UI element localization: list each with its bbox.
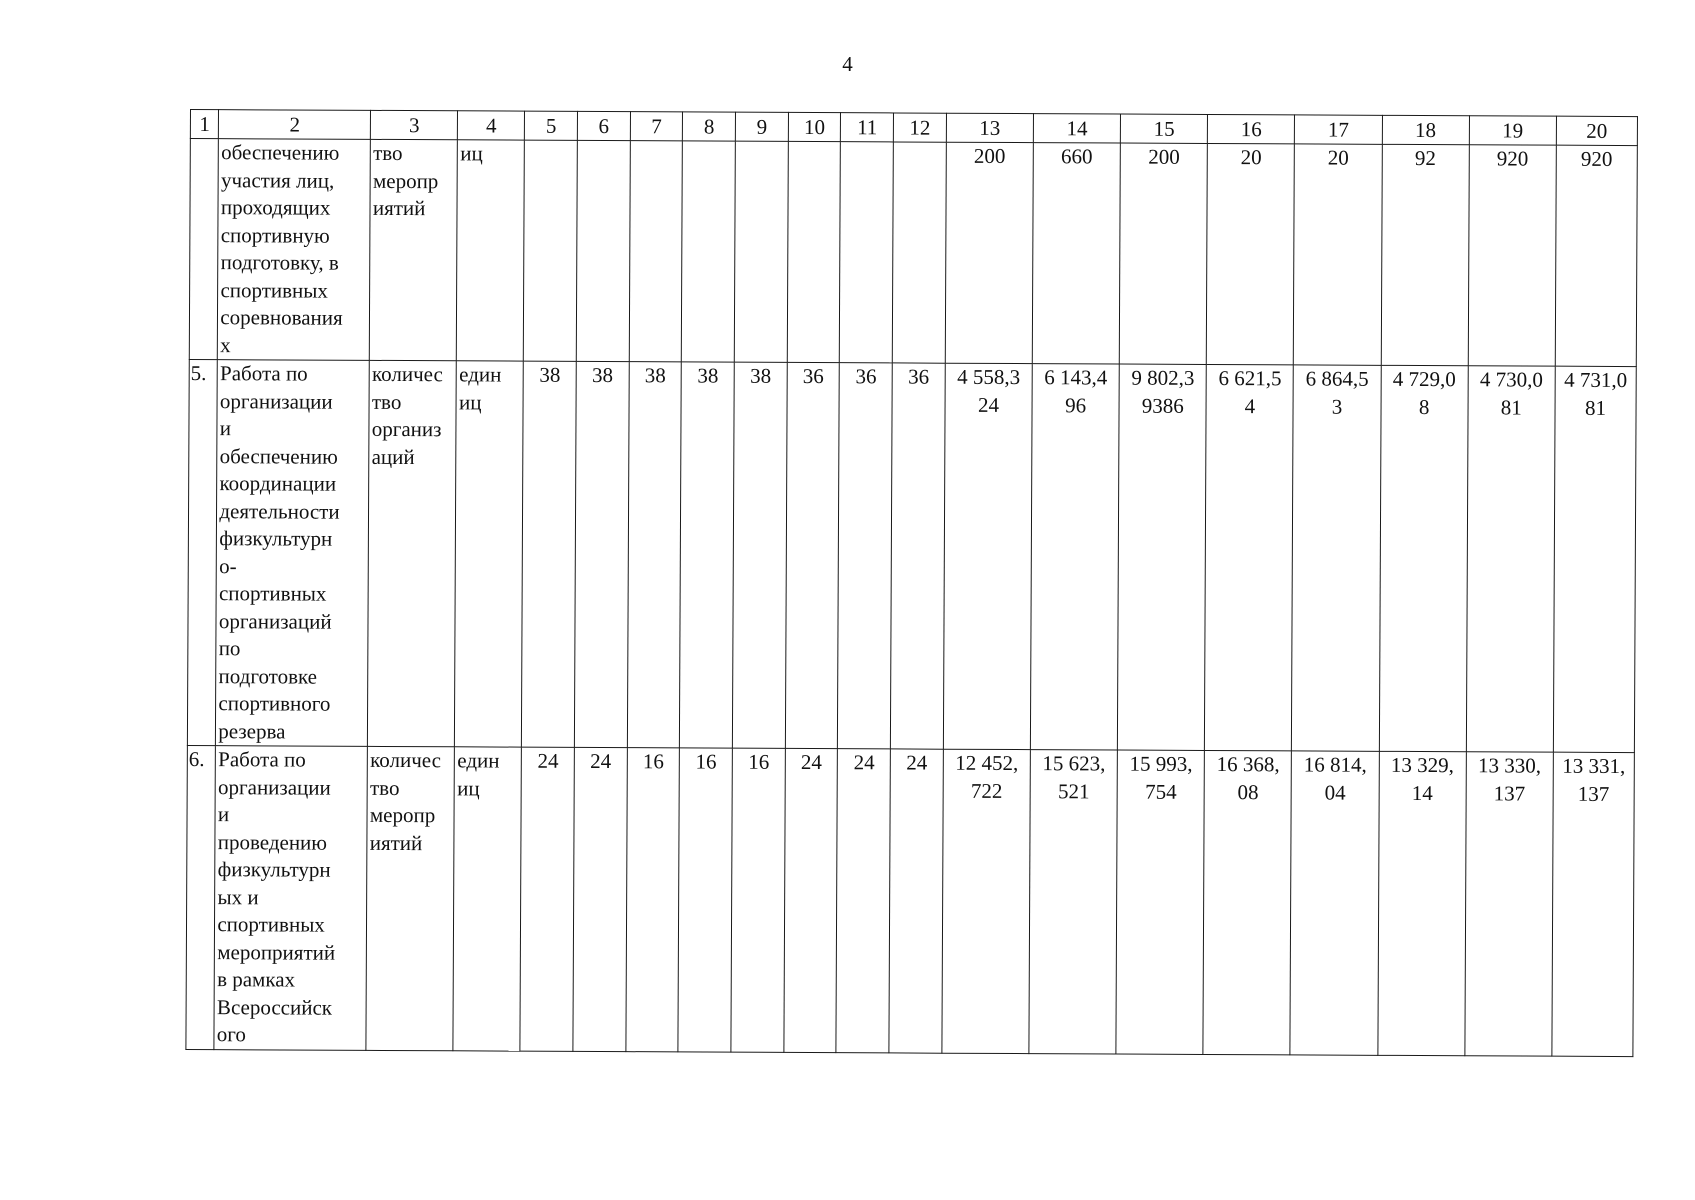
value-cell	[522, 361, 577, 747]
column-number-header: 1	[190, 110, 219, 139]
cell-text-line: тво	[369, 775, 400, 800]
cell-text-line: 20	[1327, 145, 1349, 170]
activity-name-cell	[218, 139, 371, 361]
cell-text-line: 6.	[188, 747, 205, 772]
row-number-cell	[187, 359, 217, 745]
column-number-header: 15	[1120, 114, 1207, 143]
column-number-header: 12	[894, 113, 947, 142]
cell-text-line: 4 729,0	[1392, 366, 1456, 392]
cell-text-line: 81	[1500, 394, 1522, 420]
value-cell	[1292, 365, 1381, 751]
activity-name-cell	[214, 746, 367, 1050]
value-cell	[1377, 751, 1466, 1055]
cell-text-line: тво	[371, 389, 402, 414]
cell-text-line: 08	[1237, 779, 1259, 804]
cell-text-line: един	[459, 362, 502, 387]
cell-text-line: 36	[802, 363, 824, 389]
value-cell	[1205, 364, 1294, 750]
column-number-header: 11	[841, 113, 894, 142]
cell-text-line: 9386	[1141, 393, 1184, 418]
cell-text-line: 16	[748, 749, 770, 774]
value-cell	[1203, 750, 1292, 1054]
row-number-cell	[186, 745, 216, 1049]
cell-text-line: 04	[1324, 780, 1346, 805]
value-cell	[1553, 366, 1636, 752]
cell-text-line: 4 558,3	[957, 364, 1021, 390]
table-row	[189, 139, 1637, 367]
value-cell	[892, 142, 946, 363]
value-cell	[1552, 752, 1635, 1056]
cell-text-line: 6 621,5	[1218, 366, 1282, 391]
cell-text-line: соревнования	[220, 305, 343, 330]
column-number-header: 13	[946, 113, 1033, 142]
cell-text-line: 16 814,	[1303, 752, 1367, 777]
value-cell	[1294, 144, 1382, 365]
page-number: 4	[842, 52, 853, 76]
value-cell	[576, 140, 630, 361]
cell-text-line: Работа по	[220, 361, 308, 386]
value-cell	[732, 362, 787, 748]
value-cell	[1030, 364, 1119, 750]
cell-text-line: 8	[1418, 394, 1430, 419]
cell-text-line: аций	[371, 444, 415, 469]
value-cell	[945, 142, 1033, 363]
value-cell	[1555, 145, 1637, 366]
row-number-cell	[189, 139, 218, 360]
value-cell	[1466, 366, 1555, 752]
column-number-header: 10	[788, 112, 841, 141]
cell-text-line: о-	[219, 553, 237, 578]
value-cell	[1381, 144, 1469, 365]
value-cell	[942, 749, 1031, 1053]
column-number-header: 2	[219, 110, 371, 140]
value-cell	[1290, 751, 1379, 1055]
cell-text-line: количес	[370, 747, 442, 773]
indicator-name-cell	[366, 746, 455, 1050]
cell-text-line: и	[217, 802, 230, 827]
cell-text-line: Всероссийск	[216, 994, 333, 1020]
column-number-header: 3	[371, 110, 458, 139]
value-cell	[627, 362, 682, 748]
cell-text-line: меропр	[372, 168, 439, 193]
indicator-name-cell	[370, 139, 458, 360]
value-cell	[1379, 365, 1468, 751]
cell-text-line: един	[457, 748, 500, 773]
cell-text-line: 81	[1584, 395, 1607, 420]
cell-text-line: 3	[1331, 394, 1343, 419]
cell-text-line: организ	[371, 416, 442, 442]
cell-text-line: 96	[1065, 392, 1087, 417]
value-cell	[574, 361, 629, 747]
column-number-header: 18	[1382, 115, 1469, 144]
column-number-header: 14	[1033, 114, 1120, 143]
cell-text-line: спортивную	[220, 222, 330, 248]
cell-text-line: 38	[644, 363, 666, 388]
cell-text-line: подготовку, в	[220, 250, 339, 275]
cell-text-line: обеспечению	[219, 443, 338, 469]
cell-text-line: 36	[855, 364, 877, 389]
value-cell	[1116, 750, 1205, 1054]
value-cell	[629, 141, 683, 362]
cell-text-line: 38	[697, 363, 719, 388]
cell-text-line: спортивного	[218, 691, 331, 716]
table-row	[186, 745, 1634, 1056]
cell-text-line: 20	[1240, 145, 1262, 170]
column-number-header: 4	[458, 111, 525, 140]
value-cell	[891, 363, 946, 749]
cell-text-line: меропр	[369, 802, 436, 828]
cell-text-line: 38	[539, 362, 561, 387]
cell-text-line: 38	[750, 363, 772, 388]
value-cell	[1118, 364, 1207, 750]
table-row	[187, 359, 1636, 752]
cell-text-line: 16	[642, 749, 664, 774]
cell-text-line: ых и	[217, 884, 259, 909]
value-cell	[682, 141, 736, 362]
cell-text-line: 24	[537, 748, 559, 773]
column-number-header: 17	[1295, 115, 1382, 144]
cell-text-line: иц	[458, 389, 482, 414]
cell-text-line: проведению	[217, 829, 328, 855]
unit-cell	[455, 361, 524, 747]
cell-text-line: тво	[373, 140, 403, 166]
cell-text-line: физкультурн	[217, 857, 331, 882]
cell-text-line: участия лиц,	[220, 167, 335, 193]
cell-text-line: иятий	[372, 195, 426, 221]
cell-text-line: организации	[217, 774, 331, 800]
value-cell	[784, 748, 838, 1052]
value-cell	[520, 747, 574, 1051]
cell-text-line: подготовке	[218, 663, 318, 689]
value-cell	[838, 363, 893, 749]
value-cell	[1119, 143, 1207, 364]
cell-text-line: 521	[1057, 778, 1090, 803]
cell-text-line: 38	[592, 362, 614, 388]
value-cell	[524, 140, 578, 361]
value-cell	[680, 362, 735, 748]
value-cell	[836, 749, 890, 1053]
cell-text-line: 15 993,	[1129, 751, 1193, 776]
cell-text-line: деятельности	[219, 498, 340, 524]
column-number-header: 6	[577, 111, 630, 140]
value-cell	[1207, 143, 1295, 364]
value-cell	[787, 141, 841, 362]
indicator-name-cell	[368, 360, 457, 746]
value-cell	[785, 362, 840, 748]
cell-text-line: 722	[970, 778, 1003, 803]
value-cell	[943, 363, 1032, 749]
value-cell	[840, 142, 894, 363]
column-number-header: 16	[1208, 114, 1295, 143]
value-cell	[626, 748, 680, 1052]
cell-text-line: 13 331,	[1562, 753, 1626, 779]
cell-text-line: иятий	[369, 830, 423, 855]
cell-text-line: иц	[457, 775, 480, 800]
cell-text-line: 24	[906, 750, 928, 775]
value-cell	[573, 747, 627, 1051]
cell-text-line: ого	[216, 1022, 246, 1047]
cell-text-line: Работа по	[218, 747, 306, 772]
cell-text-line: количес	[371, 361, 443, 387]
column-number-header: 7	[630, 112, 683, 141]
cell-text-line: организации	[219, 388, 333, 414]
cell-text-line: 24	[800, 749, 823, 775]
cell-text-line: 920	[1496, 146, 1529, 171]
cell-text-line: 16	[695, 749, 717, 774]
cell-text-line: х	[220, 332, 231, 357]
value-cell	[731, 748, 785, 1052]
cell-text-line: в рамках	[217, 967, 296, 992]
column-number-header: 20	[1556, 116, 1637, 145]
column-number-header: 5	[525, 111, 578, 140]
value-cell	[1029, 750, 1118, 1054]
document-table	[185, 109, 1638, 1057]
column-number-header: 9	[735, 112, 788, 141]
cell-text-line: спортивных	[217, 912, 325, 937]
value-cell	[1465, 752, 1554, 1056]
cell-text-line: резерва	[218, 718, 286, 743]
cell-text-line: 200	[1148, 144, 1180, 169]
unit-cell	[457, 140, 525, 361]
value-cell	[678, 748, 732, 1052]
cell-text-line: 36	[908, 364, 930, 389]
cell-text-line: 24	[977, 392, 1000, 417]
cell-text-line: 24	[853, 750, 875, 775]
cell-text-line: 13 329,	[1390, 752, 1454, 778]
cell-text-line: 12 452,	[955, 750, 1019, 776]
column-number-header: 8	[683, 112, 736, 141]
cell-text-line: 5.	[190, 361, 207, 386]
cell-text-line: 15 623,	[1042, 751, 1106, 776]
cell-text-line: организаций	[218, 608, 332, 634]
cell-text-line: 24	[590, 748, 612, 774]
cell-text-line: 200	[973, 143, 1006, 168]
cell-text-line: иц	[460, 141, 483, 166]
cell-text-line: мероприятий	[217, 939, 336, 965]
cell-text-line: 16 368,	[1216, 752, 1280, 777]
cell-text-line: 754	[1145, 779, 1177, 804]
value-cell	[734, 141, 788, 362]
cell-text-line: и	[219, 416, 232, 441]
cell-text-line: 14	[1411, 780, 1433, 805]
cell-text-line: 660	[1061, 144, 1093, 169]
cell-text-line: 137	[1493, 780, 1526, 806]
unit-cell	[453, 747, 521, 1051]
cell-text-line: 4	[1244, 393, 1256, 418]
cell-text-line: 6 143,4	[1044, 365, 1108, 390]
cell-text-line: 13 330,	[1478, 753, 1542, 778]
cell-text-line: 920	[1580, 146, 1613, 171]
cell-text-line: 92	[1414, 145, 1436, 171]
value-cell	[889, 749, 943, 1053]
value-cell	[1468, 145, 1556, 366]
cell-text-line: координации	[219, 471, 337, 496]
cell-text-line: 9 802,3	[1131, 365, 1195, 390]
cell-text-line: 137	[1577, 781, 1610, 806]
table-body	[186, 139, 1637, 1057]
cell-text-line: 6 864,5	[1305, 366, 1369, 391]
cell-text-line: 4 730,0	[1479, 367, 1544, 392]
cell-text-line: 4 731,0	[1564, 367, 1628, 393]
cell-text-line: обеспечению	[221, 140, 340, 165]
cell-text-line: проходящих	[220, 195, 331, 220]
cell-text-line: по	[218, 636, 241, 661]
cell-text-line: физкультурн	[219, 526, 333, 551]
cell-text-line: спортивных	[218, 581, 327, 606]
value-cell	[1032, 143, 1120, 364]
activity-name-cell	[216, 360, 370, 747]
column-number-header: 19	[1469, 116, 1556, 145]
cell-text-line: спортивных	[220, 277, 329, 303]
